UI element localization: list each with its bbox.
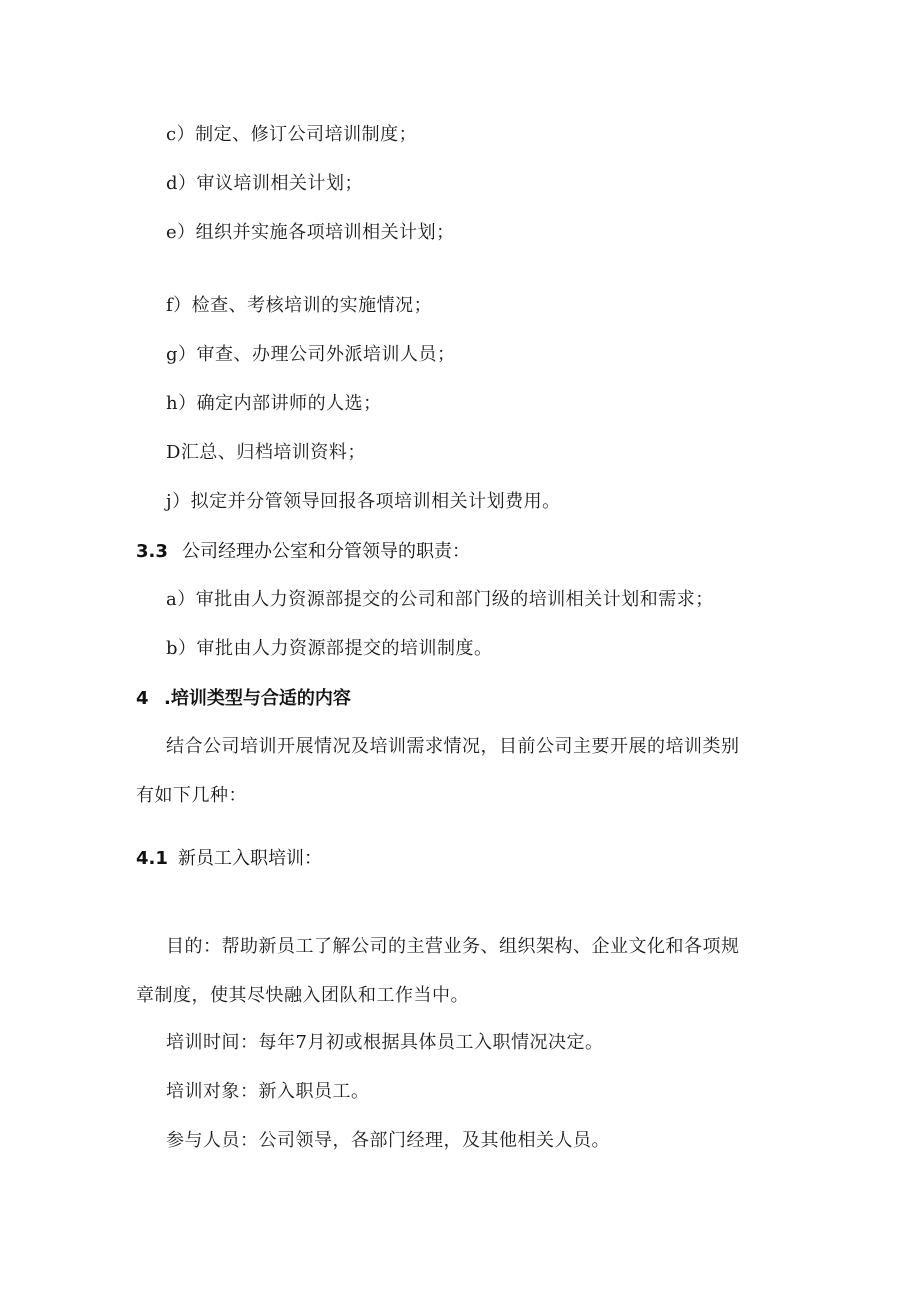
section-title: 新员工入职培训： [178,848,322,869]
section-number: 3.3 [136,541,168,562]
paragraph-intro-line: 结合公司培训开展情况及培训需求情况，目前公司主要开展的培训类别 [166,736,740,757]
list-item-b: b）审批由人力资源部提交的培训制度。 [166,638,493,659]
training-participants: 参与人员：公司领导，各部门经理，及其他相关人员。 [166,1130,610,1151]
list-item-h: h）确定内部讲师的人选； [166,393,382,414]
section-4-1-heading [136,847,322,871]
list-item-j: j）拟定并分管领导回报各项培训相关计划费用。 [166,491,561,512]
training-time: 培训时间：每年7月初或根据具体员工入职情况决定。 [166,1032,604,1053]
purpose-line: 目的：帮助新员工了解公司的主营业务、组织架构、企业文化和各项规 [166,936,740,957]
paragraph-intro-line: 有如下几种： [136,785,247,806]
list-item-a: a）审批由人力资源部提交的公司和部门级的培训相关计划和需求； [166,589,714,610]
list-item-f: f）检查、考核培训的实施情况； [166,295,433,316]
list-item-e: e）组织并实施各项培训相关计划； [166,222,455,243]
list-item-c: c）制定、修订公司培训制度； [166,124,418,145]
section-3-3-heading [136,540,470,564]
section-number: 4 [136,688,149,709]
purpose-line: 章制度，使其尽快融入团队和工作当中。 [136,985,469,1006]
section-4-heading [136,687,351,711]
list-item-g: g）审查、办理公司外派培训人员； [166,344,456,365]
section-number: 4.1 [136,848,168,869]
section-title: .培训类型与合适的内容 [164,688,351,709]
training-audience: 培训对象：新入职员工。 [166,1081,370,1102]
list-item-i: D汇总、归档培训资料； [166,442,366,463]
list-item-d: d）审议培训相关计划； [166,173,364,194]
section-title: 公司经理办公室和分管领导的职责： [182,541,470,562]
